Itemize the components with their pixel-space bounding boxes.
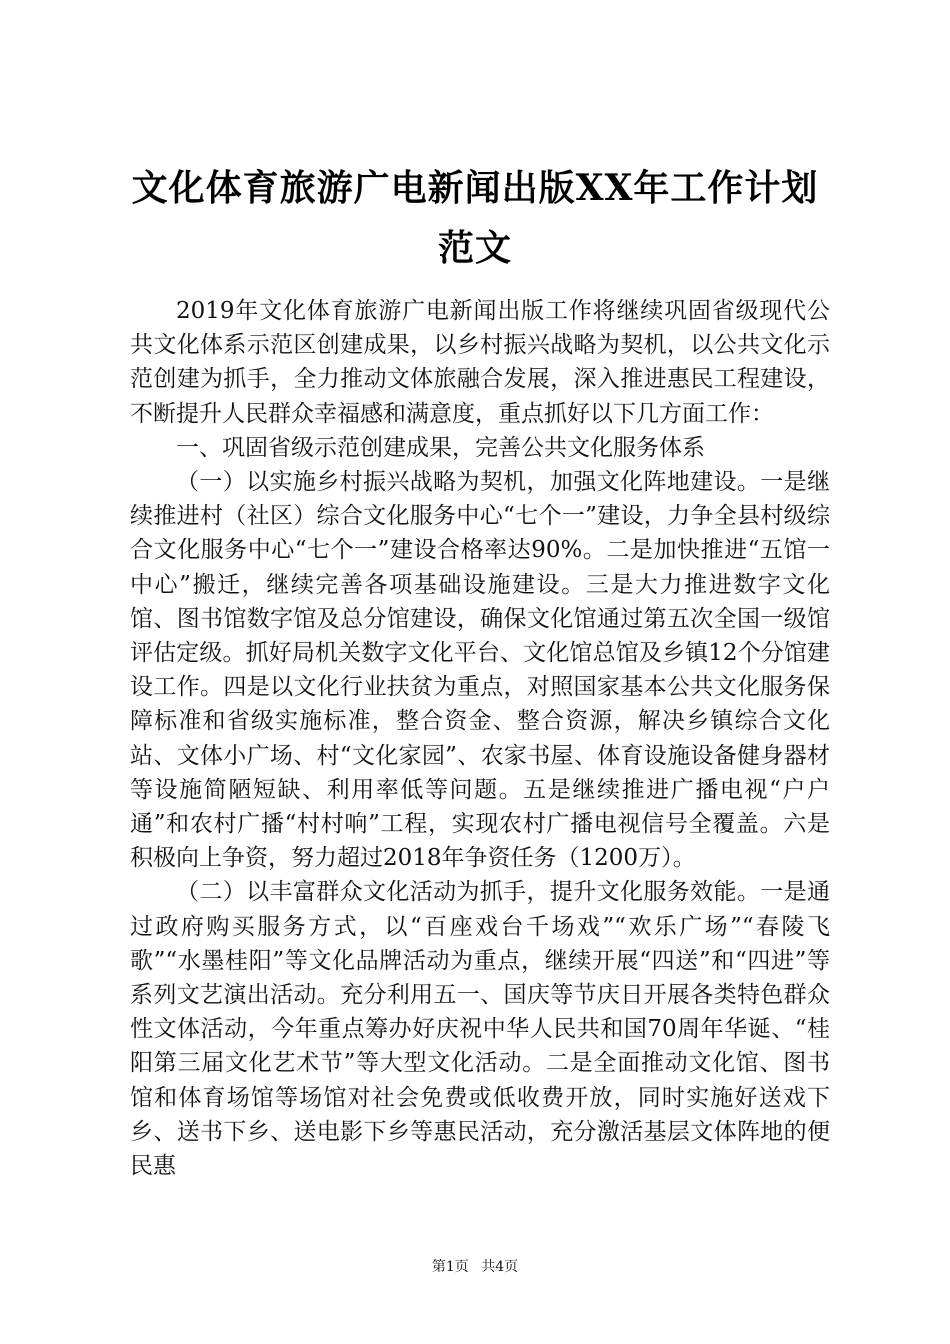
page-number: 第1页 xyxy=(431,1259,469,1275)
document-title: 文化体育旅游广电新闻出版XX年工作计划范文 xyxy=(131,167,819,269)
page-footer xyxy=(0,1256,950,1276)
subsection-two-paragraph: （二）以丰富群众文化活动为抓手，提升文化服务效能。一是通过政府购买服务方式，以“百座戏台千场戏”“欢乐广场”“春陵飞歌”“水墨桂阳”等文化品牌活动为重点，继续开展“四送”和“四进”等系列文艺演出活动。充分利用五一、国庆等节庆日开展各类特色群众性文体活动，今年重点筹办好庆祝中华人民共和国70周年华诞、“桂阳第三届文化艺术节”等大型文化活动。二是全面推动文化馆、图书馆和体育场馆等场馆对社会免费或低收费开放，同时实施好送戏下乡、送书下乡、送电影下乡等惠民活动，充分激活基层文体阵地的便民惠 xyxy=(130,879,830,1180)
intro-paragraph: 2019年文化体育旅游广电新闻出版工作将继续巩固省级现代公共文化体系示范区创建成果，以乡村振兴战略为契机，以公共文化示范创建为抓手，全力推动文体旅融合发展，深入推进惠民工程建设，不断提升人民群众幸福感和满意度，重点抓好以下几方面工作： xyxy=(130,298,830,427)
subsection-one-paragraph: （一）以实施乡村振兴战略为契机，加强文化阵地建设。一是继续推进村（社区）综合文化服务中心“七个一”建设，力争全县村级综合文化服务中心“七个一”建设合格率达90%。二是加快推进“五馆一中心”搬迁，继续完善各项基础设施建设。三是大力推进数字文化馆、图书馆数字馆及总分馆建设，确保文化馆通过第五次全国一级馆评估定级。抓好局机关数字文化平台、文化馆总馆及乡镇12个分馆建设工作。四是以文化行业扶贫为重点，对照国家基本公共文化服务保障标准和省级实施标准，整合资金、整合资源，解决乡镇综合文化站、文体小广场、村“文化家园”、农家书屋、体育设施设备健身器材等设施简陋短缺、利用率低等问题。五是继续推进广播电视“户户通”和农村广播“村村响”工程，实现农村广播电视信号全覆盖。六是积极向上争资，努力超过2018年争资任务（1200万）。 xyxy=(130,469,830,872)
page-total: 共4页 xyxy=(481,1259,519,1275)
document-body xyxy=(130,294,830,1183)
section-heading: 一、巩固省级示范创建成果，完善公共文化服务体系 xyxy=(176,434,705,461)
